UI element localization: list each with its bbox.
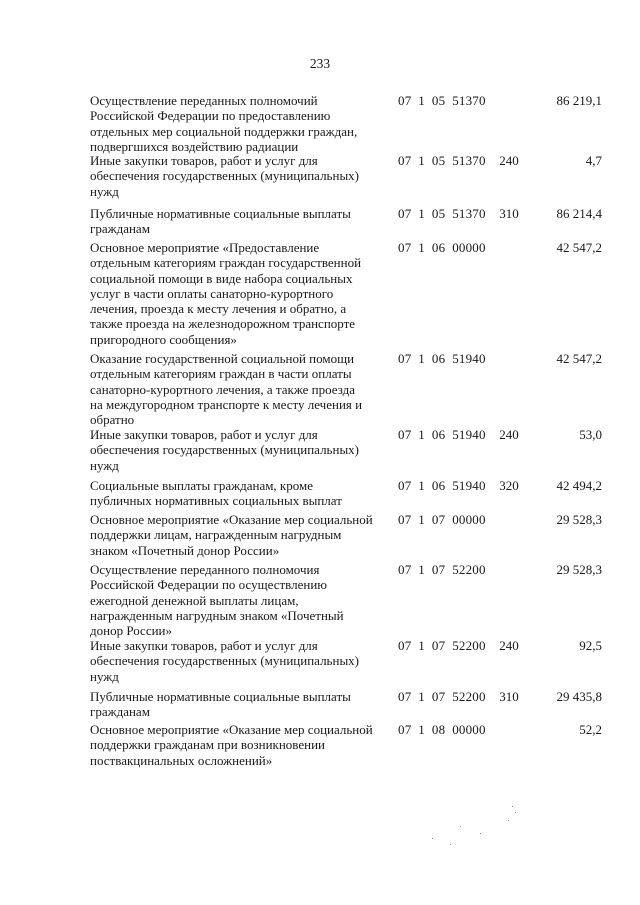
table-row: [0, 351, 640, 427]
row-amount: 29 528,3: [556, 562, 602, 577]
table-row: [0, 562, 640, 638]
row-description: Осуществление переданных полномочий Российской Федерации по предоставлению отдельных мер социальной поддержки граждан, подвергшихся воздействию радиации: [90, 93, 358, 154]
row-description: Основное мероприятие «Предоставление отдельным категориям граждан государственной социальной помощи в виде набора социальных услуг в части оплаты санаторно-курортного лечения, проезда к месту лечения и обратно, а также проезда на железнодорожном транспорте пригородного сообщения»: [90, 240, 362, 347]
row-description: Иные закупки товаров, работ и услуг для обеспечения государственных (муниципальных) нужд: [90, 427, 360, 473]
row-code: 07 1 07 52200: [398, 689, 486, 704]
row-amount: 42 547,2: [556, 351, 602, 366]
row-amount: 52,2: [579, 722, 602, 737]
scan-noise: [420, 800, 530, 860]
row-code: 07 1 08 00000: [398, 722, 486, 737]
row-code: 07 1 06 51940: [398, 351, 486, 366]
page-number: 233: [309, 56, 331, 71]
row-description: Публичные нормативные социальные выплаты гражданам: [90, 206, 351, 237]
row-code: 07 1 05 51370: [398, 153, 486, 168]
row-description: Осуществление переданного полномочия Российской Федерации по осуществлению ежегодной денежной выплаты лицам, награжденным нагрудным знаком «Почетный донор России»: [90, 562, 344, 639]
row-code: 07 1 06 51940: [398, 478, 486, 493]
row-amount: 29 435,8: [556, 689, 602, 704]
row-code: 07 1 07 52200: [398, 562, 486, 577]
row-description: Социальные выплаты гражданам, кроме публичных нормативных социальных выплат: [90, 478, 342, 509]
row-amount: 42 547,2: [556, 240, 602, 255]
table-row: [0, 512, 640, 562]
row-description: Публичные нормативные социальные выплаты гражданам: [90, 689, 351, 720]
row-amount: 92,5: [579, 638, 602, 653]
row-expense-type: 310: [499, 206, 519, 221]
row-description: Иные закупки товаров, работ и услуг для обеспечения государственных (муниципальных) нужд: [90, 153, 360, 199]
row-expense-type: 240: [499, 638, 519, 653]
row-code: 07 1 05 51370: [398, 93, 486, 108]
row-code: 07 1 05 51370: [398, 206, 486, 221]
row-expense-type: 310: [499, 689, 519, 704]
row-expense-type: 320: [499, 478, 519, 493]
table-row: [0, 689, 640, 722]
row-description: Иные закупки товаров, работ и услуг для обеспечения государственных (муниципальных) нужд: [90, 638, 360, 684]
row-expense-type: 240: [499, 427, 519, 442]
row-amount: 86 214,4: [556, 206, 602, 221]
row-code: 07 1 06 51940: [398, 427, 486, 442]
row-amount: 53,0: [579, 427, 602, 442]
row-amount: 29 528,3: [556, 512, 602, 527]
table-row: [0, 427, 640, 478]
table-row: [0, 153, 640, 206]
row-description: Оказание государственной социальной помощи отдельным категориям граждан в части оплаты санаторно-курортного лечения, а также проезда на междугородном транспорте к месту лечения и обратно: [90, 351, 363, 428]
table-row: [0, 93, 640, 153]
table-row: [0, 638, 640, 689]
table-row: [0, 722, 640, 772]
table-row: [0, 478, 640, 512]
row-code: 07 1 06 00000: [398, 240, 486, 255]
row-description: Основное мероприятие «Оказание мер социальной поддержки гражданам при возникновении поствакцинальных осложнений»: [90, 722, 373, 768]
table-row: [0, 206, 640, 240]
row-code: 07 1 07 00000: [398, 512, 486, 527]
budget-table: [0, 93, 640, 772]
row-expense-type: 240: [499, 153, 519, 168]
row-amount: 42 494,2: [556, 478, 602, 493]
row-amount: 86 219,1: [556, 93, 602, 108]
row-code: 07 1 07 52200: [398, 638, 486, 653]
table-row: [0, 240, 640, 351]
row-amount: 4,7: [585, 153, 602, 168]
row-description: Основное мероприятие «Оказание мер социальной поддержки лицам, награжденным нагрудным знаком «Почетный донор России»: [90, 512, 373, 558]
